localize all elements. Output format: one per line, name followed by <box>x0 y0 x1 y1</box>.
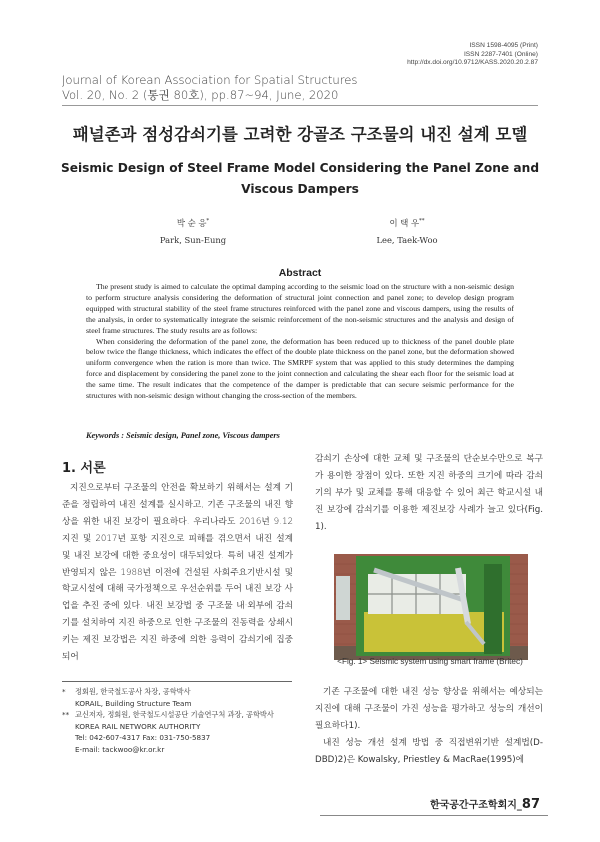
figure-photo <box>334 554 528 660</box>
footnote-line: Tel: 042-607-4317 Fax: 031-750-5837 <box>75 733 211 742</box>
issn-print: ISSN 1598-4095 (Print) <box>469 42 538 49</box>
author-2-name-kr: 이 택 우 <box>389 217 420 228</box>
author-1-name-kr: 박 순 응 <box>176 217 207 228</box>
paper-title-korean: 패널존과 점성감쇠기를 고려한 강골조 구조물의 내진 설계 모델 <box>72 125 528 144</box>
footnote-line: 교신저자, 정회원, 한국철도시설공단 기술연구처 과장, 공학박사 <box>75 710 274 719</box>
abstract-body <box>86 282 514 402</box>
journal-name: Journal of Korean Association for Spatial Structures <box>62 73 358 87</box>
footnote-author-2 <box>62 709 297 755</box>
author-1-name-en: Park, Sun-Eung <box>159 234 227 245</box>
paper-title-english: Seismic Design of Steel Frame Model Considering the Panel Zone and Viscous Dampers <box>60 161 540 196</box>
header-divider <box>62 105 538 106</box>
footnote-line: KORAIL, Building Structure Team <box>75 698 192 708</box>
section-heading: 1. 서론 <box>62 461 106 476</box>
page-footer <box>430 796 540 812</box>
keywords: Keywords : Seismic design, Panel zone, Viscous dampers <box>86 431 280 440</box>
footer-journal: 한국공간구조학회지_ <box>429 800 522 811</box>
issn-block <box>407 42 538 68</box>
author-2-mark: ** <box>419 218 425 224</box>
right-paragraph-1: 감쇠기 손상에 대한 교체 및 구조물의 단순보수만으로 복구가 용이한 장점이 있다. 또한 지진 하중의 크기에 따라 감쇠기의 부가 및 교체를 통해 대응할 수 있어 최근 학교시설 내진 보강에 감쇠기를 이용한 제진보강 사례가 늘고 있다(Fig. 1). <box>315 454 543 532</box>
right-paragraph-3: 내진 성능 개선 설계 방법 중 직접변위기반 설계법(D-DBD)2)은 Kowalsky, Priestley & MacRae(1995)에 <box>315 737 543 765</box>
footnote-line: 정회원, 한국철도공사 차장, 공학박사 <box>75 687 191 696</box>
doi-link[interactable]: http://dx.doi.org/10.9712/KASS.2020.20.2.87 <box>407 59 538 67</box>
yellow-panel <box>364 612 504 652</box>
right-column-top <box>315 451 543 536</box>
abstract-paragraph-2: When considering the deformation of the panel zone, the deformation has been reduced up to thickness of the panel double plate below twice the flange thickness, which indicates the effect of the double plate thickness on the panel zone, but the deformation showed uniform convergence when the ration is more than twice. The SMRPF system that was applied to this study determines the damping force and displacement by considering the panel zone to the joint connection and calculating the shear each floor for the seismic load at the same time. The result indicates that the competence of the damper is predictable that can secure seismic performance for the structures with non-seismic design without changing the cross-section of the members. <box>86 336 514 401</box>
right-column-bottom <box>315 684 543 769</box>
right-column-steel <box>484 564 502 654</box>
footnote <box>62 686 297 755</box>
figure-caption: <Fig. 1> Seismic system using smart frame (Britec) <box>337 657 523 666</box>
smart-frame-photo <box>334 554 528 660</box>
footnote-mark-1: * <box>62 687 66 696</box>
abstract-heading: Abstract <box>278 267 322 279</box>
volume-info: Vol. 20, No. 2 (통권 80호), pp.87~94, June, 2020 <box>62 88 339 102</box>
abstract-paragraph-1: The present study is aimed to calculate the optimal damping according to the seismic load on the structure with a non-seismic design to perform structure analysis considering the deformation of structural joint connection and panel zone; to develop design program equipped with structural stability of the steel frame structures reinforced with the panel zone and viscous dampers, using the results of the analysis, in order to systematically integrate the seismic reinforcement of the non-seismic structures and the analysis and design of steel frame structures. The study results are as follows: <box>86 282 514 335</box>
author-1 <box>113 213 273 249</box>
left-column <box>62 480 293 666</box>
page-number: 87 <box>521 797 540 812</box>
author-2-name-en: Lee, Taek-Woo <box>376 234 438 245</box>
right-paragraph-2: 기존 구조물에 대한 내진 성능 향상을 위해서는 예상되는 지진에 대해 구조물이 가진 성능을 평가하고 성능의 개선이 필요하다1). <box>315 687 543 731</box>
intro-paragraph: 지진으로부터 구조물의 안전을 확보하기 위해서는 설계 기준을 정립하여 내진 설계를 실시하고, 기존 구조물의 내진 향상을 위한 내진 보강이 필요하다. 우리나라도 2016년 9.12지진 및 2017년 포항 지진으로 피해를 겪으면서 내진 설계 및 내진 보강에 대한 중요성이 대두되었다. 특히 내진 설계가 반영되지 않은 1988년 이전에 건설된 사회주요기반시설 및 학교시설에 대해 국가정책으로 우선순위를 두어 내진 보강 사업을 추진 중에 있다. 내진 보강법 중 구조물 내·외부에 감쇠기를 설치하여 지진 하중으로 인한 구조물의 진동력을 상쇄시키는 제진 보강법은 지진 하중에 의한 응력이 감쇠기에 집중되어 <box>62 483 293 663</box>
footnote-divider <box>62 681 292 682</box>
author-1-mark: * <box>206 218 210 224</box>
issn-online: ISSN 2287-7401 (Online) <box>463 50 538 58</box>
footnote-mark-2: ** <box>62 710 70 719</box>
author-2 <box>327 213 487 249</box>
left-window <box>336 576 350 620</box>
footnote-line: KOREA RAIL NETWORK AUTHORITY <box>75 721 201 731</box>
footer-divider <box>320 815 548 816</box>
journal-header <box>62 73 357 103</box>
footnote-author-1 <box>62 686 297 709</box>
footnote-email[interactable]: E-mail: tackwoo@kr.or.kr <box>75 744 165 754</box>
